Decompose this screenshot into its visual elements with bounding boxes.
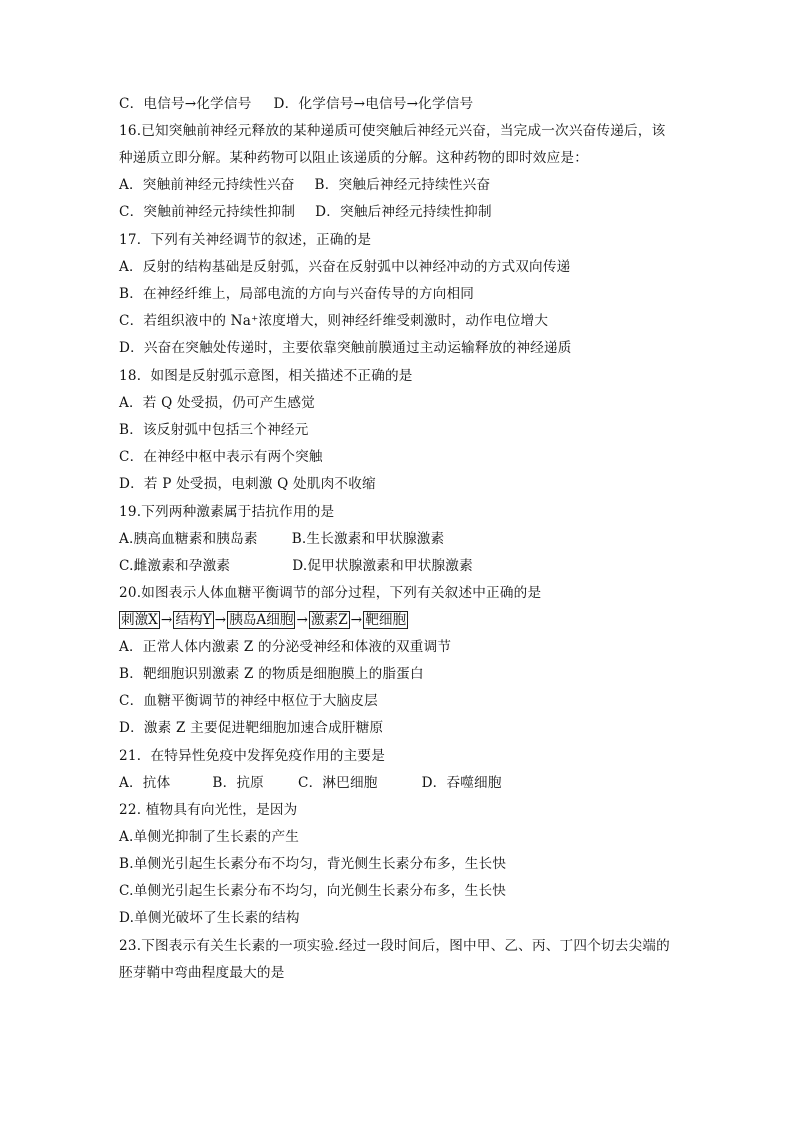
flow-arrow-icon: → bbox=[296, 612, 309, 628]
q21-options bbox=[119, 773, 754, 793]
flow-node-structure-y: 结构Y bbox=[175, 612, 212, 628]
q19-option-d: D.促甲状腺激素和甲状腺激素 bbox=[292, 558, 473, 574]
q17-option-b: B．在神经纤维上，局部电流的方向与兴奋传导的方向相同 bbox=[119, 286, 475, 302]
q17-stem: 17．下列有关神经调节的叙述，正确的是 bbox=[119, 232, 372, 248]
q20-stem: 20.如图表示人体血糖平衡调节的部分过程，下列有关叙述中正确的是 bbox=[119, 585, 542, 601]
q17-option-a: A．反射的结构基础是反射弧，兴奋在反射弧中以神经冲动的方式双向传递 bbox=[119, 259, 571, 275]
flow-arrow-icon: → bbox=[160, 612, 173, 628]
q22-option-d: D.单侧光破坏了生长素的结构 bbox=[119, 910, 300, 926]
q20-flow-diagram bbox=[119, 610, 754, 630]
q16-option-a: A．突触前神经元持续性兴奋 bbox=[119, 177, 295, 193]
flow-node-islet-a-cell: 胰岛A细胞 bbox=[229, 612, 294, 628]
q19-option-c: C.雌激素和孕激素 bbox=[119, 558, 231, 574]
q19-options-cd bbox=[119, 556, 754, 576]
q20-option-b: B．靶细胞识别激素 Z 的物质是细胞膜上的脂蛋白 bbox=[119, 666, 424, 682]
q16-option-d: D．突触后神经元持续性抑制 bbox=[315, 204, 492, 220]
q19-stem: 19.下列两种激素属于拮抗作用的是 bbox=[119, 504, 335, 520]
q19-option-a: A.胰高血糖素和胰岛素 bbox=[119, 531, 258, 547]
q16-options-cd bbox=[119, 202, 754, 222]
q19-options-ab bbox=[119, 529, 754, 549]
flow-node-target-cell: 靶细胞 bbox=[365, 612, 407, 628]
q23-stem-line-2: 胚芽鞘中弯曲程度最大的是 bbox=[119, 965, 285, 981]
flow-arrow-icon: → bbox=[350, 612, 363, 628]
q18-option-b: B．该反射弧中包括三个神经元 bbox=[119, 422, 309, 438]
q20-option-a: A．正常人体内激素 Z 的分泌受神经和体液的双重调节 bbox=[119, 639, 452, 655]
q15-option-d: D．化学信号→电信号→化学信号 bbox=[273, 96, 474, 112]
q22-option-c: C.单侧光引起生长素分布不均匀，向光侧生长素分布多，生长快 bbox=[119, 883, 507, 899]
q16-option-b: B．突触后神经元持续性兴奋 bbox=[314, 177, 491, 193]
flow-arrow-icon: → bbox=[214, 612, 227, 628]
q15-options-cd bbox=[119, 94, 754, 114]
q21-option-b: B．抗原 bbox=[212, 775, 264, 791]
q21-stem: 21．在特异性免疫中发挥免疫作用的主要是 bbox=[119, 748, 385, 764]
q16-option-c: C．突触前神经元持续性抑制 bbox=[119, 204, 296, 220]
q21-option-c: C．淋巴细胞 bbox=[297, 775, 378, 791]
q18-option-c: C．在神经中枢中表示有两个突触 bbox=[119, 449, 323, 465]
q22-stem: 22. 植物具有向光性，是因为 bbox=[119, 802, 298, 818]
flow-node-stimulus-x: 刺激X bbox=[121, 612, 158, 628]
q18-option-d: D．若 P 处受损，电刺激 Q 处肌肉不收缩 bbox=[119, 476, 376, 492]
q21-option-a: A．抗体 bbox=[119, 775, 171, 791]
q23-stem-line-1: 23.下图表示有关生长素的一项实验.经过一段时间后，图中甲、乙、丙、丁四个切去尖端的 bbox=[119, 938, 670, 954]
q17-option-c: C．若组织液中的 Na⁺浓度增大，则神经纤维受刺激时，动作电位增大 bbox=[119, 313, 549, 329]
q20-option-c: C．血糖平衡调节的神经中枢位于大脑皮层 bbox=[119, 693, 378, 709]
q19-option-b: B.生长激素和甲状腺激素 bbox=[291, 531, 445, 547]
q18-option-a: A．若 Q 处受损，仍可产生感觉 bbox=[119, 395, 315, 411]
q16-stem-line-1: 16.已知突触前神经元释放的某种递质可使突触后神经元兴奋，当完成一次兴奋传递后，该 bbox=[119, 123, 666, 139]
q21-option-d: D．吞噬细胞 bbox=[421, 775, 502, 791]
q17-option-d: D．兴奋在突触处传递时，主要依靠突触前膜通过主动运输释放的神经递质 bbox=[119, 340, 572, 356]
q18-stem: 18．如图是反射弧示意图，相关描述不正确的是 bbox=[119, 368, 413, 384]
q16-options-ab bbox=[119, 175, 754, 195]
q15-option-c: C．电信号→化学信号 bbox=[119, 96, 252, 112]
q20-option-d: D．激素 Z 主要促进靶细胞加速合成肝糖原 bbox=[119, 720, 384, 736]
q22-option-a: A.单侧光抑制了生长素的产生 bbox=[119, 829, 300, 845]
flow-node-hormone-z: 激素Z bbox=[311, 612, 348, 628]
q22-option-b: B.单侧光引起生长素分布不均匀，背光侧生长素分布多，生长快 bbox=[119, 856, 507, 872]
q16-stem-line-2: 种递质立即分解。某种药物可以阻止该递质的分解。这种药物的即时效应是： bbox=[119, 150, 588, 166]
